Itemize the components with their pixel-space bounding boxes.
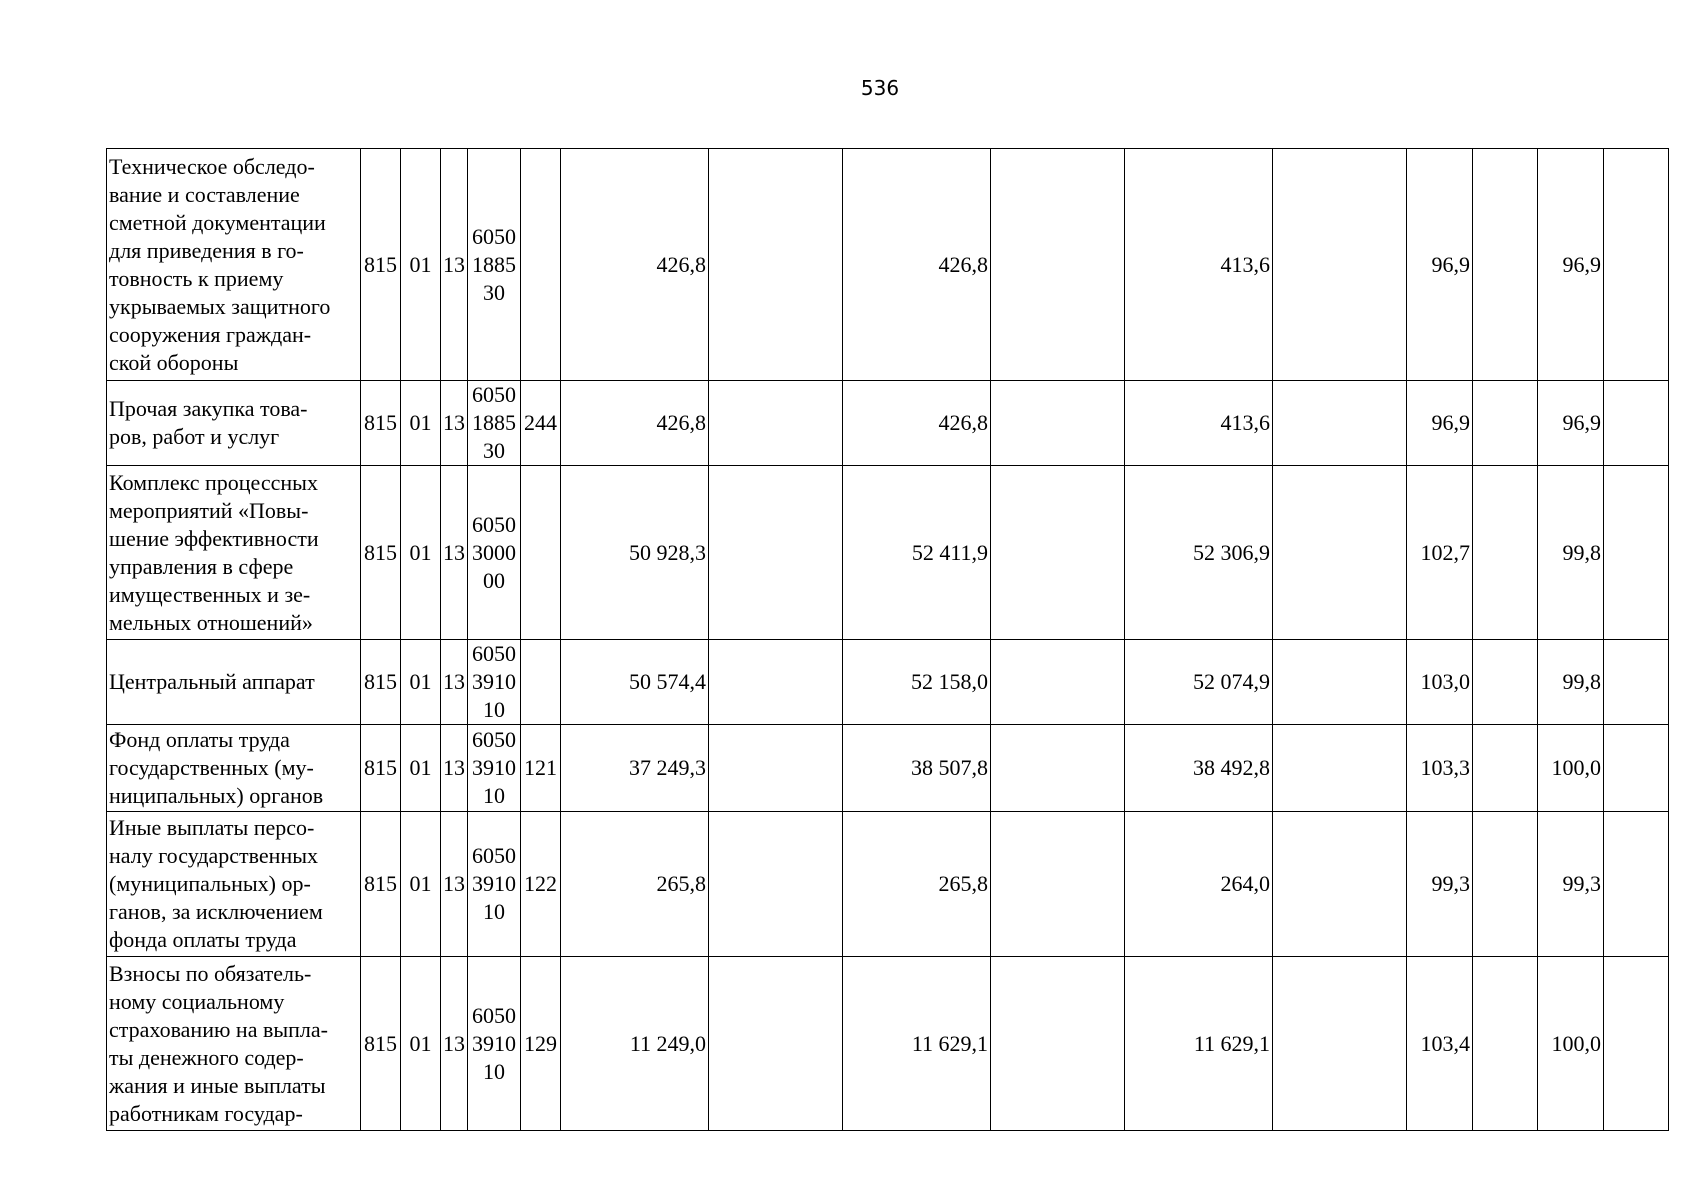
row-name-text: Фонд оплаты труда государственных (му- ниципальных) органов — [109, 727, 324, 808]
section-code-cell: 01 — [401, 725, 441, 812]
empty-cell — [709, 725, 843, 812]
approved-amount-cell: 265,8 — [561, 812, 709, 957]
target-article-text: 6050 1885 30 — [472, 223, 516, 305]
empty-cell — [991, 812, 1125, 957]
approved-amount-cell: 50 928,3 — [561, 466, 709, 640]
subsection-code-cell: 13 — [441, 725, 468, 812]
empty-cell — [1273, 812, 1407, 957]
row-name-cell — [107, 149, 361, 381]
table-row — [107, 725, 1669, 812]
approved-amount-cell: 11 249,0 — [561, 957, 709, 1131]
empty-cell — [1473, 725, 1538, 812]
revised-amount-cell: 426,8 — [843, 381, 991, 466]
budget-table — [106, 148, 1669, 1131]
row-name-text: Центральный аппарат — [109, 669, 315, 694]
executed-amount-cell: 413,6 — [1125, 149, 1273, 381]
percent-approved-cell: 96,9 — [1407, 149, 1473, 381]
section-code-cell: 01 — [401, 466, 441, 640]
table-row — [107, 149, 1669, 381]
empty-cell — [1604, 640, 1669, 725]
empty-cell — [1473, 812, 1538, 957]
row-name-cell — [107, 957, 361, 1131]
expense-type-cell: 121 — [521, 725, 561, 812]
page-number: 536 — [860, 76, 900, 100]
executed-amount-cell: 413,6 — [1125, 381, 1273, 466]
empty-cell — [991, 381, 1125, 466]
admin-code-cell: 815 — [361, 957, 401, 1131]
empty-cell — [709, 466, 843, 640]
target-article-text: 6050 3910 10 — [472, 1002, 516, 1084]
empty-cell — [1273, 957, 1407, 1131]
percent-revised-cell: 100,0 — [1538, 957, 1604, 1131]
percent-approved-cell: 102,7 — [1407, 466, 1473, 640]
row-name-text: Прочая закупка това- ров, работ и услуг — [109, 396, 308, 449]
admin-code-cell: 815 — [361, 812, 401, 957]
percent-approved-cell: 96,9 — [1407, 381, 1473, 466]
subsection-code-cell: 13 — [441, 640, 468, 725]
percent-approved-cell: 99,3 — [1407, 812, 1473, 957]
target-article-text: 6050 3910 10 — [472, 843, 516, 924]
percent-revised-cell: 99,3 — [1538, 812, 1604, 957]
subsection-code-cell: 13 — [441, 381, 468, 466]
empty-cell — [1473, 957, 1538, 1131]
row-name-cell — [107, 466, 361, 640]
percent-revised-cell: 99,8 — [1538, 466, 1604, 640]
row-name-text: Иные выплаты персо- налу государственных (муниципальных) ор- ганов, за исключением фонда оплаты труда — [109, 815, 323, 952]
empty-cell — [1273, 381, 1407, 466]
admin-code-cell: 815 — [361, 725, 401, 812]
empty-cell — [1473, 466, 1538, 640]
target-article-text: 6050 1885 30 — [472, 382, 516, 463]
subsection-code-cell: 13 — [441, 957, 468, 1131]
target-article-cell — [468, 381, 521, 466]
expense-type-cell: 122 — [521, 812, 561, 957]
section-code-cell: 01 — [401, 149, 441, 381]
expense-type-cell — [521, 149, 561, 381]
admin-code-cell: 815 — [361, 640, 401, 725]
expense-type-cell: 244 — [521, 381, 561, 466]
table-row — [107, 640, 1669, 725]
empty-cell — [1273, 149, 1407, 381]
table-row — [107, 381, 1669, 466]
percent-revised-cell: 99,8 — [1538, 640, 1604, 725]
empty-cell — [709, 149, 843, 381]
section-code-cell: 01 — [401, 640, 441, 725]
target-article-text: 6050 3000 00 — [472, 511, 516, 593]
revised-amount-cell: 38 507,8 — [843, 725, 991, 812]
table-row — [107, 812, 1669, 957]
approved-amount-cell: 37 249,3 — [561, 725, 709, 812]
empty-cell — [1604, 149, 1669, 381]
admin-code-cell: 815 — [361, 381, 401, 466]
empty-cell — [1604, 812, 1669, 957]
section-code-cell: 01 — [401, 812, 441, 957]
empty-cell — [1273, 725, 1407, 812]
admin-code-cell: 815 — [361, 149, 401, 381]
empty-cell — [991, 725, 1125, 812]
table-row — [107, 957, 1669, 1131]
target-article-cell — [468, 725, 521, 812]
approved-amount-cell: 426,8 — [561, 381, 709, 466]
subsection-code-cell: 13 — [441, 149, 468, 381]
empty-cell — [1473, 149, 1538, 381]
table-row — [107, 466, 1669, 640]
percent-revised-cell: 96,9 — [1538, 381, 1604, 466]
target-article-cell — [468, 957, 521, 1131]
revised-amount-cell: 11 629,1 — [843, 957, 991, 1131]
section-code-cell: 01 — [401, 381, 441, 466]
subsection-code-cell: 13 — [441, 812, 468, 957]
empty-cell — [1473, 640, 1538, 725]
empty-cell — [1604, 466, 1669, 640]
percent-approved-cell: 103,3 — [1407, 725, 1473, 812]
empty-cell — [1604, 725, 1669, 812]
revised-amount-cell: 265,8 — [843, 812, 991, 957]
target-article-text: 6050 3910 10 — [472, 727, 516, 808]
row-name-text: Комплекс процессных мероприятий «Повы- шение эффективности управления в сфере имущественных и зе- мельных отношений» — [109, 469, 319, 635]
section-code-cell: 01 — [401, 957, 441, 1131]
empty-cell — [709, 381, 843, 466]
empty-cell — [709, 812, 843, 957]
row-name-text: Техническое обследо- вание и составление сметной документации для приведения в го- товность к приему укрываемых защитного сооружения граждан- ской обороны — [109, 153, 331, 375]
row-name-cell — [107, 640, 361, 725]
percent-approved-cell: 103,0 — [1407, 640, 1473, 725]
empty-cell — [1604, 381, 1669, 466]
row-name-text: Взносы по обязатель- ному социальному страхованию на выпла- ты денежного содер- жания и иные выплаты работникам государ- — [109, 960, 328, 1126]
executed-amount-cell: 52 306,9 — [1125, 466, 1273, 640]
empty-cell — [1473, 381, 1538, 466]
percent-approved-cell: 103,4 — [1407, 957, 1473, 1131]
expense-type-cell — [521, 640, 561, 725]
empty-cell — [991, 149, 1125, 381]
approved-amount-cell: 426,8 — [561, 149, 709, 381]
empty-cell — [709, 957, 843, 1131]
empty-cell — [991, 640, 1125, 725]
revised-amount-cell: 52 411,9 — [843, 466, 991, 640]
target-article-cell — [468, 812, 521, 957]
row-name-cell — [107, 812, 361, 957]
percent-revised-cell: 96,9 — [1538, 149, 1604, 381]
empty-cell — [709, 640, 843, 725]
executed-amount-cell: 11 629,1 — [1125, 957, 1273, 1131]
approved-amount-cell: 50 574,4 — [561, 640, 709, 725]
executed-amount-cell: 52 074,9 — [1125, 640, 1273, 725]
empty-cell — [1604, 957, 1669, 1131]
expense-type-cell — [521, 466, 561, 640]
target-article-cell — [468, 466, 521, 640]
admin-code-cell: 815 — [361, 466, 401, 640]
subsection-code-cell: 13 — [441, 466, 468, 640]
target-article-cell — [468, 149, 521, 381]
row-name-cell — [107, 381, 361, 466]
empty-cell — [991, 957, 1125, 1131]
expense-type-cell: 129 — [521, 957, 561, 1131]
revised-amount-cell: 426,8 — [843, 149, 991, 381]
executed-amount-cell: 264,0 — [1125, 812, 1273, 957]
empty-cell — [1273, 466, 1407, 640]
empty-cell — [1273, 640, 1407, 725]
executed-amount-cell: 38 492,8 — [1125, 725, 1273, 812]
target-article-text: 6050 3910 10 — [472, 641, 516, 722]
target-article-cell — [468, 640, 521, 725]
revised-amount-cell: 52 158,0 — [843, 640, 991, 725]
row-name-cell — [107, 725, 361, 812]
empty-cell — [991, 466, 1125, 640]
percent-revised-cell: 100,0 — [1538, 725, 1604, 812]
